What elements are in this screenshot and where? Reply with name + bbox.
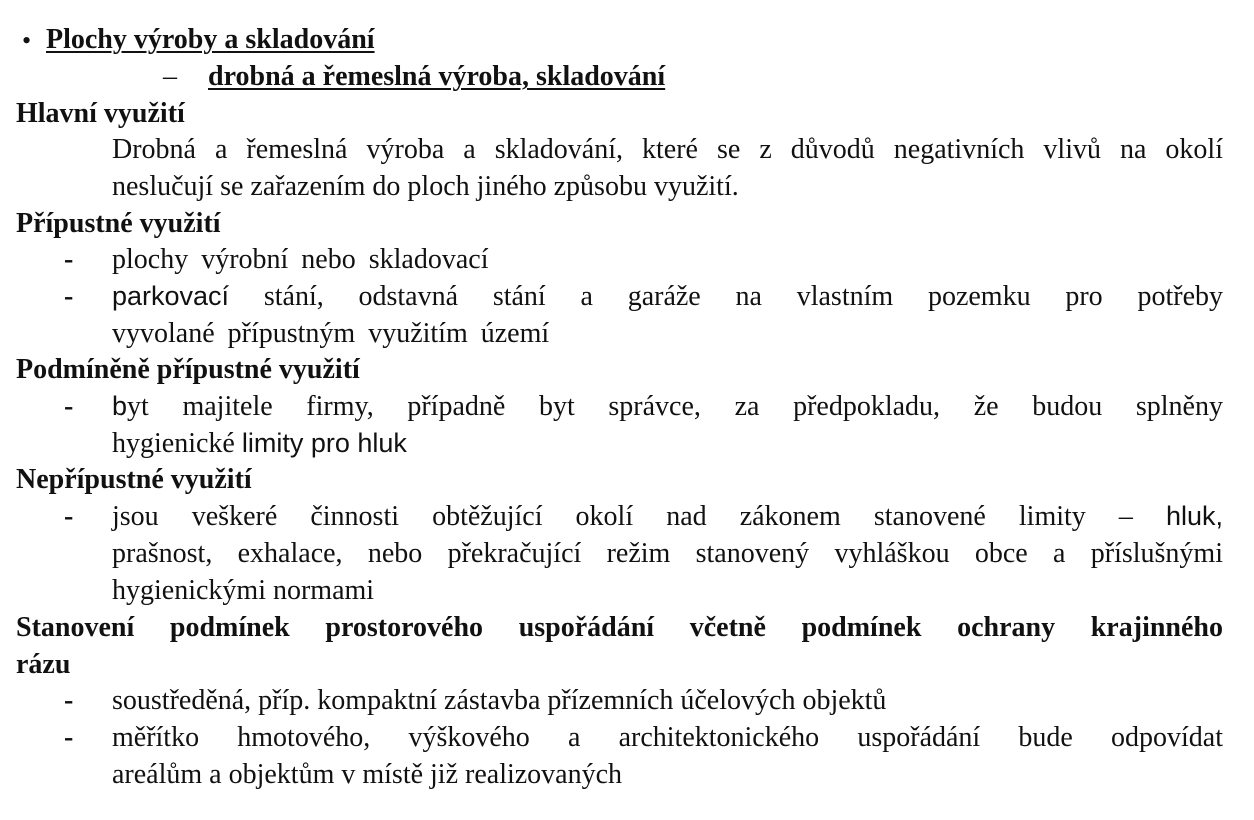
pripustne-item2-word: parkovací — [112, 281, 230, 311]
hlavni-text-line1: Drobná a řemeslná výroba a skladování, které se z důvodů negativních vlivů na okolí — [112, 134, 1223, 165]
podminene-item1-line2-b: limity pro hluk — [241, 428, 407, 458]
stanoveni-item2-line2: areálům a objektům v místě již realizovaných — [112, 759, 623, 790]
section-title: Plochy výroby a skladování — [46, 24, 375, 55]
stanoveni-item1: soustředěná, příp. kompaktní zástavba přízemních účelových objektů — [112, 685, 887, 716]
podminene-label: Podmíněně přípustné využití — [16, 354, 360, 385]
subtitle-dash: – — [163, 61, 177, 92]
stanoveni-label-line1: Stanovení podmínek prostorového uspořádání včetně podmínek ochrany krajinného — [16, 612, 1223, 643]
pripustne-label: Přípustné využití — [16, 208, 221, 239]
podminene-item1-rest: yt majitele firmy, případně byt správce, za předpokladu, že budou splněny — [127, 391, 1223, 422]
list-dash: - — [64, 722, 74, 753]
list-dash: - — [64, 391, 74, 422]
stanoveni-item2-line1: měřítko hmotového, výškového a architektonického uspořádání bude odpovídat — [112, 722, 1223, 753]
list-dash: - — [64, 685, 74, 716]
podminene-item1-line2 — [112, 425, 407, 462]
section-subtitle: drobná a řemeslná výroba, skladování — [208, 61, 666, 92]
pripustne-item2-line2: vyvolané přípustným využitím území — [112, 318, 550, 349]
nepripustne-item1-line1-a: jsou veškeré činnosti obtěžující okolí nad zákonem stanovené limity – — [112, 501, 1166, 532]
nepripustne-label: Nepřípustné využití — [16, 464, 252, 495]
pripustne-item2-rest: stání, odstavná stání a garáže na vlastním pozemku pro potřeby — [229, 281, 1223, 312]
bullet-dot: • — [22, 26, 32, 55]
nepripustne-item1-line3: hygienickými normami — [112, 575, 375, 606]
podminene-item1-word: b — [112, 391, 128, 421]
stanoveni-label-line2: rázu — [16, 649, 71, 680]
list-dash: - — [64, 501, 74, 532]
hlavni-text-line2: neslučují se zařazením do ploch jiného způsobu využití. — [112, 171, 739, 202]
list-dash: - — [64, 281, 74, 312]
podminene-item1-line2-a: hygienické — [112, 428, 242, 459]
pripustne-item2-line1 — [112, 278, 1223, 315]
podminene-item1-line1 — [112, 388, 1223, 425]
list-dash: - — [64, 244, 74, 275]
nepripustne-item1-line1 — [112, 498, 1223, 535]
nepripustne-item1-line1-b: hluk, — [1165, 501, 1223, 531]
nepripustne-item1-line2: prašnost, exhalace, nebo překračující režim stanovený vyhláškou obce a příslušnými — [112, 538, 1223, 569]
pripustne-item1: plochy výrobní nebo skladovací — [112, 244, 489, 275]
hlavni-label: Hlavní využití — [16, 98, 185, 129]
